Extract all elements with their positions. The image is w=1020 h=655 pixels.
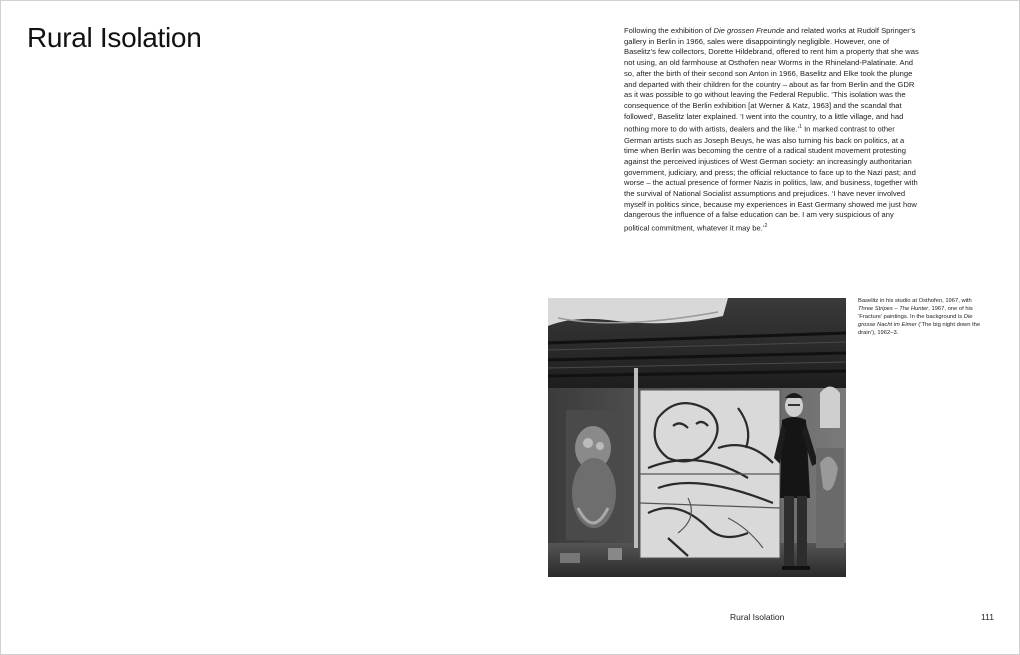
page-number: 111 [981, 612, 994, 622]
caption-text: Baselitz in his studio at Osthofen, 1967, with [858, 298, 972, 304]
running-head: Rural Isolation [730, 612, 785, 622]
body-text-part: In marked contrast to other German artists such as Joseph Beuys, he was also turning his back on politics, at a time when Berlin was becoming the centre of a radical student movement protesting against the perceived injustices of West German society: an increasingly authoritarian government, judiciary, and press; the official reluctance to face up to the Nazi past; and worse – the actual presence of former Nazis in politics, law, and business, together with the survival of National Socialist assumptions and prejudices. ‘I have never involved myself in politics since, because my experiences in East Germany showed me just how dangerous the influence of a false education can be. I am very suspicious of any political commitment, whatever it may be.’ [624, 124, 918, 233]
photo-caption [858, 297, 986, 337]
body-text-part: and related works at Rudolf Springer’s gallery in Berlin in 1966, sales were disappointingly negligible. However, one of Baselitz’s few collectors, Dorette Hildebrand, offered to rent him a property that she was not using, an old farmhouse at Osthofen near Worms in the Rhineland-Palatinate. And so, after the birth of their second son Anton in 1966, Baselitz and Elke took the plunge and departed with their children for the country – about as far from Berlin and the GDR as it was possible to go without leaving the Federal Republic. ‘This isolation was the consequence of the Berlin exhibition [at Werner & Katz, 1963] and the scandal that followed’, Baselitz later explained. ‘I went into the country, to a little village, and had nothing more to do with artists, dealers and the like.’ [624, 26, 919, 134]
artwork-title: Die grossen Freunde [713, 26, 785, 35]
body-text-part: Following the exhibition of [624, 26, 714, 35]
caption-artwork-title: Die grosse Nacht im Eimer [858, 314, 973, 328]
caption-artwork-title: Three Stripes – The Hunter [858, 306, 929, 312]
footnote-ref: 2 [764, 223, 768, 230]
photo-image [548, 298, 846, 577]
chapter-title: Rural Isolation [27, 22, 202, 53]
footnote-ref: 1 [799, 124, 802, 131]
body-paragraph [624, 26, 920, 234]
caption-text: (‘The big night down the drain’), 1962–3. [858, 322, 981, 336]
caption-text: , 1967, one of his ‘Fracture’ paintings. In the background is [858, 306, 973, 320]
studio-photograph [548, 298, 846, 577]
